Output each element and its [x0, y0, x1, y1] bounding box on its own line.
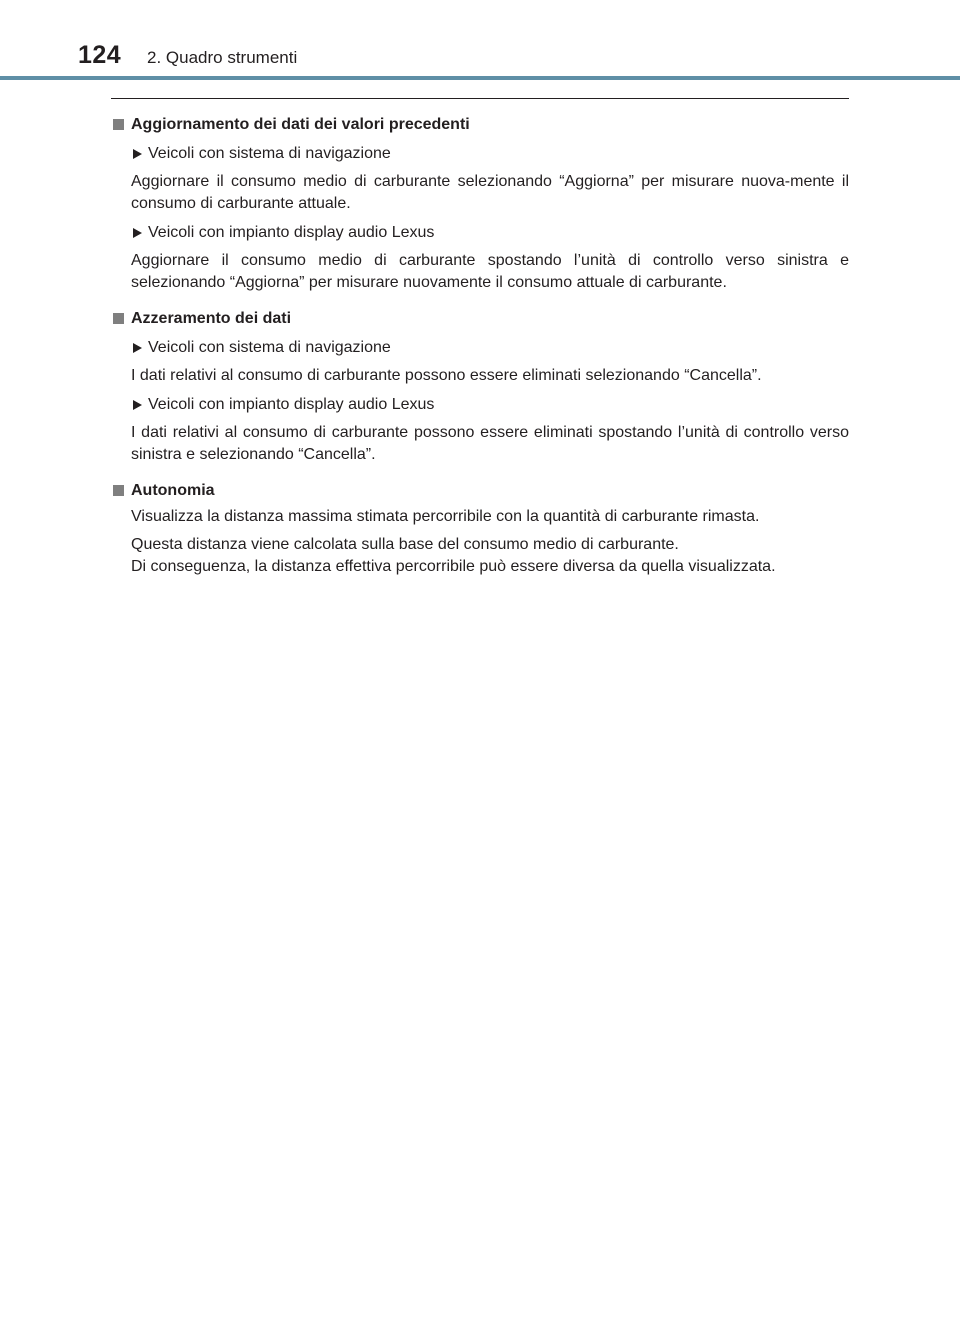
sub-heading — [111, 222, 849, 244]
sub-heading — [111, 337, 849, 359]
paragraph: Aggiornare il consumo medio di carburante spostando l’unità di controllo verso sinistra e selezionando “Aggiorna” per misurare nuovamente il consumo attuale di carburante. — [131, 252, 849, 291]
page-content — [111, 98, 849, 578]
section-heading-text: Autonomia — [131, 482, 215, 499]
sub-heading-text: Veicoli con impianto display audio Lexus — [148, 396, 435, 413]
section-heading — [111, 308, 849, 330]
triangle-bullet-icon — [133, 149, 142, 159]
section-heading-text: Aggiornamento dei dati dei valori precedenti — [131, 116, 470, 133]
header-rule — [0, 76, 960, 80]
chapter-title: 2. Quadro strumenti — [147, 48, 298, 67]
sub-heading-text: Veicoli con impianto display audio Lexus — [148, 224, 435, 241]
section-heading — [111, 480, 849, 502]
sub-heading — [111, 143, 849, 165]
square-bullet-icon — [113, 485, 124, 496]
section-heading-text: Azzeramento dei dati — [131, 310, 292, 327]
page-number: 124 — [78, 41, 122, 69]
sub-heading — [111, 394, 849, 416]
paragraph: Di conseguenza, la distanza effettiva percorribile può essere diversa da quella visualizzata. — [131, 558, 776, 575]
section-azzeramento — [111, 308, 849, 466]
triangle-bullet-icon — [133, 400, 142, 410]
square-bullet-icon — [113, 313, 124, 324]
paragraph: Visualizza la distanza massima stimata percorribile con la quantità di carburante rimasta. — [131, 508, 760, 525]
page-header — [0, 0, 960, 80]
sub-heading-text: Veicoli con sistema di navigazione — [148, 339, 391, 356]
paragraph: Questa distanza viene calcolata sulla base del consumo medio di carburante. — [131, 536, 679, 553]
paragraph: I dati relativi al consumo di carburante possono essere eliminati selezionando “Cancella”. — [131, 367, 762, 384]
sub-heading-text: Veicoli con sistema di navigazione — [148, 145, 391, 162]
section-aggiornamento — [111, 114, 849, 294]
paragraph: I dati relativi al consumo di carburante possono essere eliminati spostando l’unità di controllo verso sinistra e selezionando “Cancella”. — [131, 424, 849, 463]
triangle-bullet-icon — [133, 343, 142, 353]
triangle-bullet-icon — [133, 228, 142, 238]
section-autonomia — [111, 480, 849, 578]
paragraph: Aggiornare il consumo medio di carburante selezionando “Aggiorna” per misurare nuova-mente il consumo di carburante attuale. — [131, 173, 849, 212]
section-heading — [111, 114, 849, 136]
square-bullet-icon — [113, 119, 124, 130]
